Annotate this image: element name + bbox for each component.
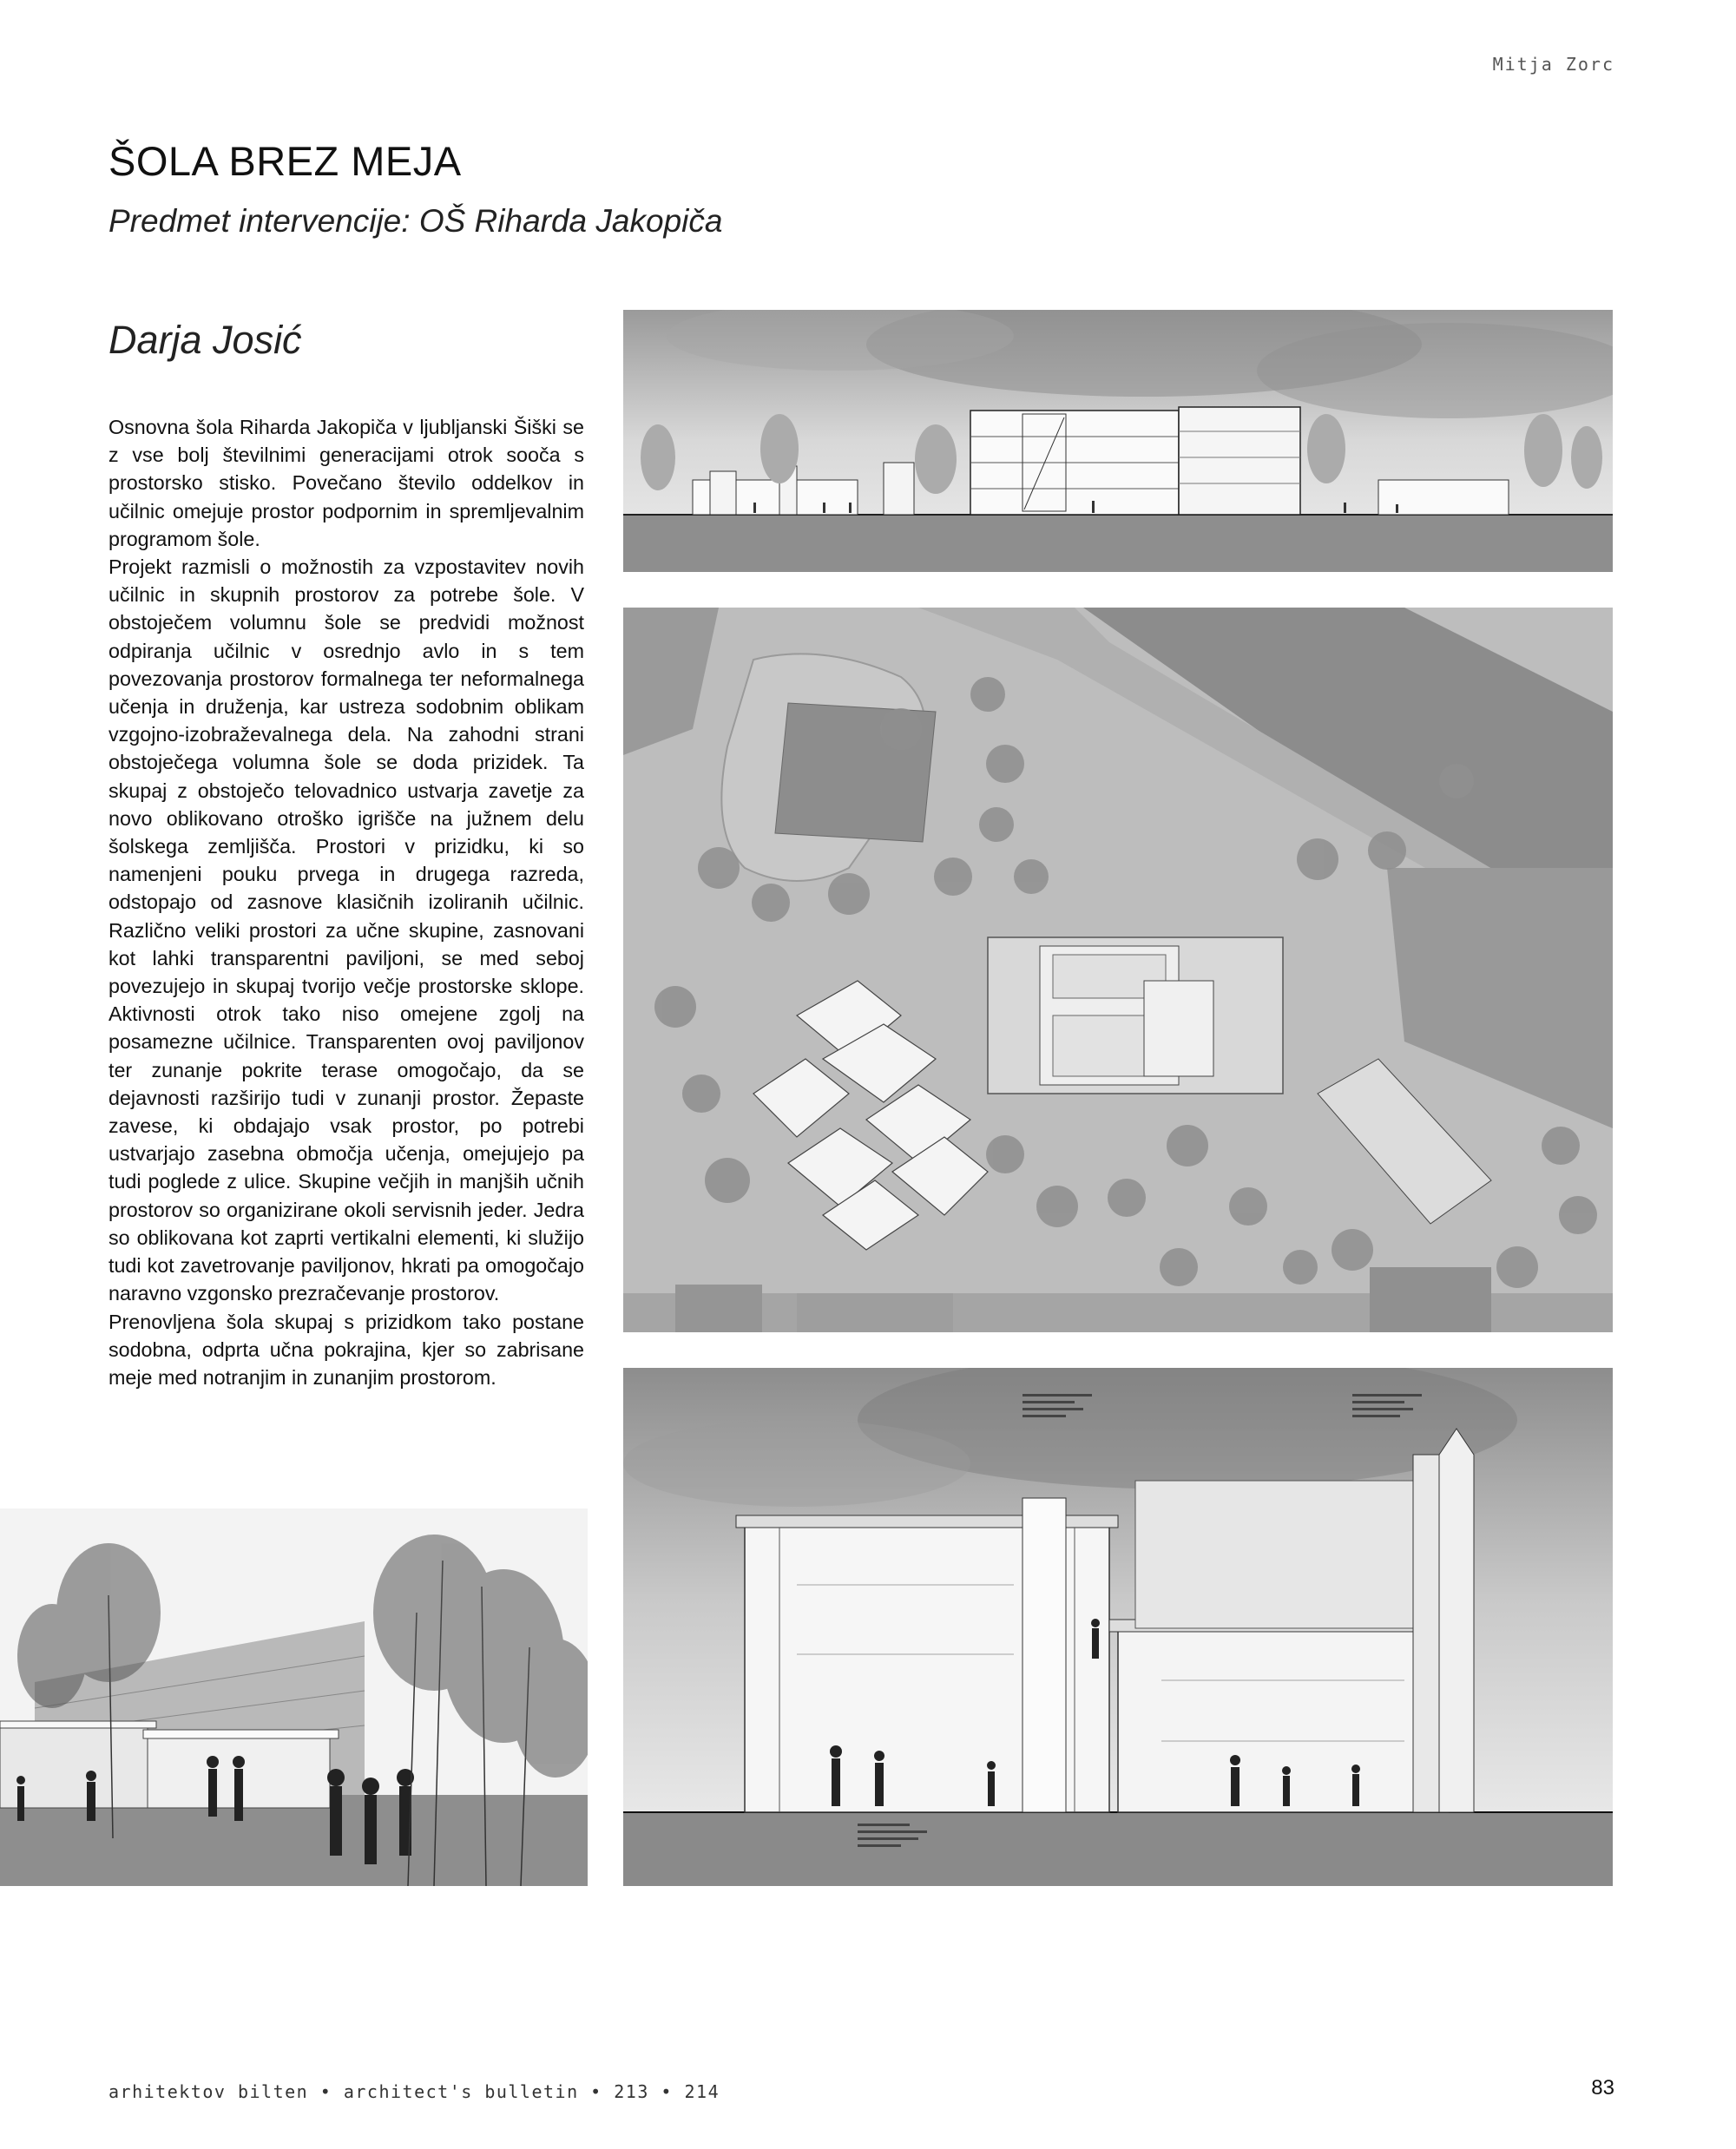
page-number: 83 (1591, 2076, 1614, 2100)
perspective-render (0, 1508, 588, 1886)
article-subtitle: Predmet intervencije: OŠ Riharda Jakopiča (108, 203, 723, 239)
paragraph: Projekt razmisli o možnostih za vzpostavitev novih učilnic in skupnih prostorov za potrebe šole. V obstoječem volumnu šole se predvidi možnost odpiranja učilnic v osrednjo avlo in s tem povezovanja prostorov formalnega ter neformalnega učenja in druženja, kar ustreza sodobnim oblikam vzgojno-izobraževalnega dela. Na zahodni strani obstoječega volumna šole se doda prizidek. Ta skupaj z obstoječo telovadnico ustvarja zavetje za novo oblikovano otroško igrišče na južnem delu šolskega zemljišča. Prostori v prizidku, ki so namenjeni pouku prvega in drugega razreda, odstopajo od zasnove klasičnih izoliranih učilnic. Različno veliki prostori za učne skupine, zasnovani kot lahki transparentni paviljoni, se med seboj povezujejo in skupaj tvorijo večje prostorske sklope. Aktivnosti otrok tako niso omejene zgolj na posamezne učilnice. Transparenten ovoj paviljonov ter zunanje pokrite terase omogočajo, da se dejavnosti razširijo tudi v zunanji prostor. Žepaste zavese, ki obdajajo vsak prostor, po potrebi ustvarjajo zasebna območja učenja, omejujejo pa tudi poglede z ulice. Skupine večjih in manjših učnih prostorov so organizirane okoli servisnih jeder. Jedra so oblikovana kot zaprti vertikalni elementi, ki služijo tudi kot zavetrovanje paviljonov, hkrati pa omogočajo naravno vzgonsko prezračevanje prostorov. (108, 555, 584, 1305)
section-drawing (623, 1368, 1613, 1886)
elevation-drawing (623, 310, 1613, 572)
article-author: Darja Josić (108, 318, 302, 362)
paragraph: Prenovljena šola skupaj s prizidkom tako postane sodobna, odprta učna pokrajina, kjer so zabrisane meje med notranjim in zunanjim prostorom. (108, 1310, 584, 1389)
running-header-author: Mitja Zorc (1492, 54, 1614, 75)
article-title: ŠOLA BREZ MEJA (108, 138, 462, 184)
article-body (108, 413, 584, 1391)
paragraph: Osnovna šola Riharda Jakopiča v ljubljanski Šiški se z vse bolj številnimi generacijami otrok sooča s prostorsko stisko. Povečano število oddelkov in učilnic omejuje prostor podpornim in spremljevalnim programom šole. (108, 416, 584, 550)
publication-footer: arhitektov bilten • architect's bulletin • 213 • 214 (108, 2081, 720, 2102)
site-plan-drawing (623, 608, 1613, 1332)
